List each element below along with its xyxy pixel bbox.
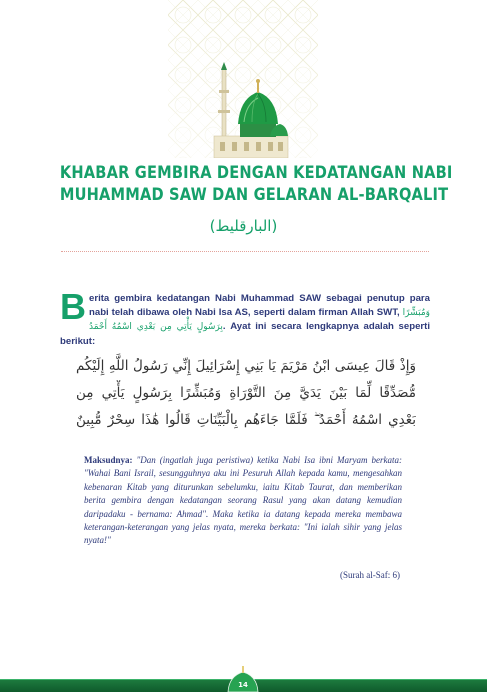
intro-text-start: erita gembira kedatangan Nabi Muhammad SAW sebagai penutup para nabi telah dibawa oleh Nabi Isa AS, seperti dalam firman Allah SWT, xyxy=(89,293,430,318)
drop-cap: B xyxy=(60,286,86,327)
inline-arabic-quote: وَمُبَشِّرًا بِرَسُولٍ يَأْتِي مِن بَعْدِي اسْمُهُ أَحْمَدُ xyxy=(89,307,430,332)
title-line-1: KHABAR GEMBIRA DENGAN KEDATANGAN NABI xyxy=(59,163,453,183)
translation-paragraph xyxy=(84,454,402,548)
arabic-subtitle: (البارقليط) xyxy=(209,217,278,235)
page-title xyxy=(59,162,453,206)
translation-text: "Dan (ingatlah juga peristiwa) ketika Nabi Isa ibni Maryam berkata: "Wahai Bani Israil, sesungguhnya aku ini Pesuruh Allah kepada kamu, mengesahkan kebenaran Kitab yang diturunkan sebelumku, iaitu Kitab Taurat, dan memberikan berita gembira dengan kedatangan seorang Rasul yang akan datang kemudian daripadaku - bernama: Ahmad". Maka ketika ia datang kepada mereka membawa keterangan-keterangan yang jelas nyata, mereka berkata: "Ini ialah sihir yang jelas nyata!" xyxy=(84,455,402,546)
verse-reference: (Surah al-Saf: 6) xyxy=(340,570,400,580)
green-dome-icon xyxy=(210,62,290,158)
title-line-2: MUHAMMAD SAW DAN GELARAN AL-BARQALIT xyxy=(59,185,449,205)
verse-line-1: وَإِذْ قَالَ عِيسَى ابْنُ مَرْيَمَ يَا بَنِي إِسْرَائِيلَ إِنِّي رَسُولُ اللَّهِ إِلَيْكُم xyxy=(76,358,416,374)
dotted-divider xyxy=(61,251,429,252)
intro-text-end: . Ayat ini secara lengkapnya adalah seperti berikut: xyxy=(60,321,430,347)
page-number: 14 xyxy=(238,681,248,689)
quran-verse xyxy=(76,353,416,434)
verse-line-2: مُّصَدِّقًا لِّمَا بَيْنَ يَدَيَّ مِنَ التَّوْرَاةِ وَمُبَشِّرًا بِرَسُولٍ يَأْتِي مِن xyxy=(76,385,416,401)
translation-label: Maksudnya: xyxy=(84,455,133,465)
verse-line-3: بَعْدِي اسْمُهُ أَحْمَدُ ۖ فَلَمَّا جَاءَهُم بِالْبَيِّنَاتِ قَالُوا هَٰذَا سِحْرٌ مُّبِينٌ xyxy=(76,412,416,428)
intro-paragraph xyxy=(60,286,430,348)
